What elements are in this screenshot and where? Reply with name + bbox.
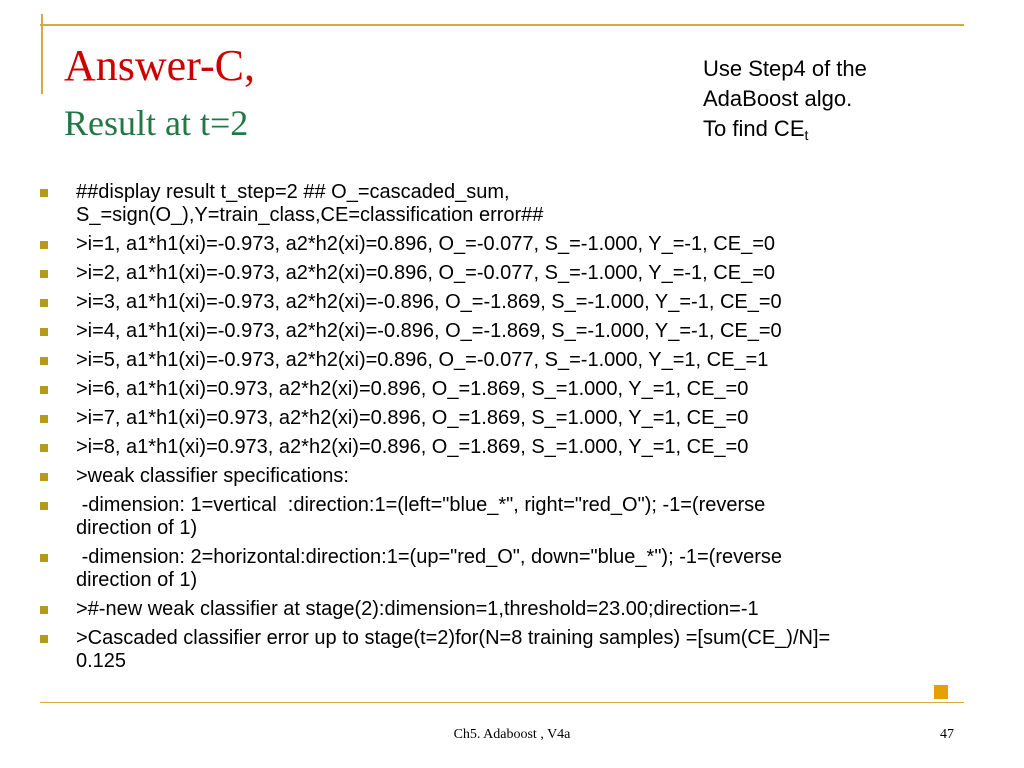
slide-title: Answer-C, <box>64 41 255 90</box>
bullet-list <box>40 181 1000 679</box>
bullet-text: >i=7, a1*h1(xi)=0.973, a2*h2(xi)=0.896, O_=1.869, S_=1.000, Y_=1, CE_=0 <box>76 407 749 429</box>
bullet-square-icon <box>40 554 48 562</box>
bullet-text: ##display result t_step=2 ## O_=cascaded_sum, S_=sign(O_),Y=train_class,CE=classification error## <box>76 181 544 226</box>
bullet-item <box>40 436 1000 459</box>
side-note-line-2: AdaBoost algo. <box>703 86 853 111</box>
frame-left-line <box>41 14 43 94</box>
bullet-square-icon <box>40 635 48 643</box>
side-note-line-3 <box>703 114 867 144</box>
bullet-item <box>40 378 1000 401</box>
bullet-square-icon <box>40 189 48 197</box>
bullet-item <box>40 262 1000 285</box>
bullet-item <box>40 349 1000 372</box>
frame-top-line <box>40 24 964 26</box>
bullet-item <box>40 598 1000 621</box>
bullet-text: >i=8, a1*h1(xi)=0.973, a2*h2(xi)=0.896, O_=1.869, S_=1.000, Y_=1, CE_=0 <box>76 436 749 458</box>
bullet-text: >i=4, a1*h1(xi)=-0.973, a2*h2(xi)=-0.896, O_=-1.869, S_=-1.000, Y_=-1, CE_=0 <box>76 320 782 342</box>
frame-corner-square-icon <box>934 685 948 699</box>
bullet-text: >Cascaded classifier error up to stage(t=2)for(N=8 training samples) =[sum(CE_)/N]= 0.125 <box>76 627 831 672</box>
bullet-item <box>40 291 1000 314</box>
bullet-square-icon <box>40 270 48 278</box>
bullet-item <box>40 494 1000 540</box>
bullet-text: >i=1, a1*h1(xi)=-0.973, a2*h2(xi)=0.896, O_=-0.077, S_=-1.000, Y_=-1, CE_=0 <box>76 233 775 255</box>
bullet-item <box>40 407 1000 430</box>
bullet-square-icon <box>40 357 48 365</box>
side-note-subscript: t <box>804 127 809 143</box>
bullet-square-icon <box>40 415 48 423</box>
bullet-item <box>40 546 1000 592</box>
bullet-text: -dimension: 1=vertical :direction:1=(left="blue_*", right="red_O"); -1=(reverse direction of 1) <box>76 494 766 539</box>
bullet-text: >weak classifier specifications: <box>76 465 349 487</box>
bullet-item <box>40 465 1000 488</box>
page-number: 47 <box>940 727 954 742</box>
side-note-line-3-text: To find CE <box>703 116 805 141</box>
bullet-square-icon <box>40 299 48 307</box>
bullet-item <box>40 627 1000 673</box>
bullet-text: >i=6, a1*h1(xi)=0.973, a2*h2(xi)=0.896, O_=1.869, S_=1.000, Y_=1, CE_=0 <box>76 378 749 400</box>
bullet-item <box>40 233 1000 256</box>
bullet-square-icon <box>40 241 48 249</box>
slide-subtitle: Result at t=2 <box>64 103 249 143</box>
frame-bottom-line <box>40 702 964 703</box>
slide-footer: Ch5. Adaboost , V4a <box>453 727 571 742</box>
bullet-square-icon <box>40 328 48 336</box>
bullet-text: >#-new weak classifier at stage(2):dimension=1,threshold=23.00;direction=-1 <box>76 598 759 620</box>
bullet-item <box>40 181 1000 227</box>
bullet-text: >i=5, a1*h1(xi)=-0.973, a2*h2(xi)=0.896, O_=-0.077, S_=-1.000, Y_=1, CE_=1 <box>76 349 769 371</box>
bullet-text: -dimension: 2=horizontal:direction:1=(up="red_O", down="blue_*"); -1=(reverse direction of 1) <box>76 546 783 591</box>
bullet-item <box>40 320 1000 343</box>
bullet-square-icon <box>40 473 48 481</box>
bullet-text: >i=3, a1*h1(xi)=-0.973, a2*h2(xi)=-0.896, O_=-1.869, S_=-1.000, Y_=-1, CE_=0 <box>76 291 782 313</box>
bullet-text: >i=2, a1*h1(xi)=-0.973, a2*h2(xi)=0.896, O_=-0.077, S_=-1.000, Y_=-1, CE_=0 <box>76 262 775 284</box>
bullet-square-icon <box>40 502 48 510</box>
bullet-square-icon <box>40 606 48 614</box>
bullet-square-icon <box>40 386 48 394</box>
side-note <box>703 54 867 144</box>
side-note-line-1: Use Step4 of the <box>703 56 867 81</box>
bullet-square-icon <box>40 444 48 452</box>
